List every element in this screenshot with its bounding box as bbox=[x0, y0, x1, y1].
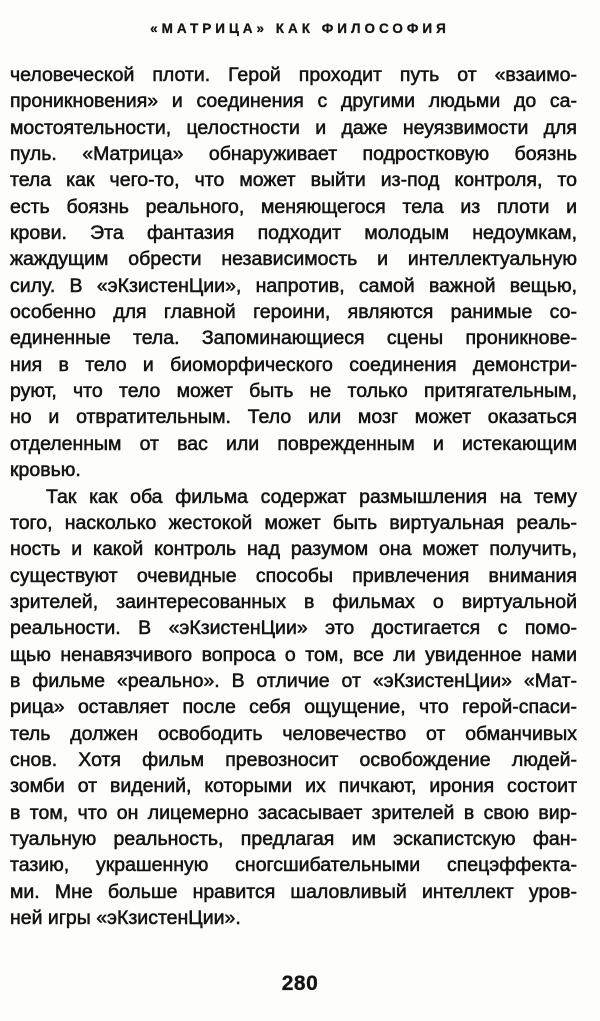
text-line: рица» оставляет после себя ощущение, что герой-спаси- bbox=[10, 696, 577, 719]
text-line: пуль. «Матрица» обнаруживает подростковую боязнь bbox=[10, 143, 577, 166]
text-line: зрителей, заинтересованных в фильмах о виртуальной bbox=[10, 590, 577, 613]
text-line: реальности. В «эКзистенЦии» это достигается с помо- bbox=[10, 617, 577, 640]
text-line: особенно для главной героини, являются ранимые со- bbox=[10, 301, 577, 324]
text-line: мостоятельности, целостности и даже неуязвимости для bbox=[10, 116, 577, 139]
text-line: в фильме «реально». В отличие от «эКзистенЦии» «Мат- bbox=[10, 669, 577, 692]
text-line: крови. Эта фантазия подходит молодым недоумкам, bbox=[10, 222, 577, 245]
text-line: но и отвратительным. Тело или мозг может оказаться bbox=[10, 406, 577, 429]
text-line: Так как оба фильма содержат размышления на тему bbox=[46, 485, 577, 508]
text-line: существуют очевидные способы привлечения внимания bbox=[10, 564, 577, 587]
text-line: снов. Хотя фильм превозносит освобождение людей- bbox=[10, 748, 577, 771]
text-line: ми. Мне больше нравится шаловливый интеллект уров- bbox=[10, 880, 577, 903]
text-line: кровью. bbox=[10, 459, 81, 482]
text-line: ней игры «эКзистенЦии». bbox=[10, 907, 241, 929]
text-line: тазию, украшенную сногсшибательными спецэффекта- bbox=[10, 854, 577, 877]
text-line: щью ненавязчивого вопроса о том, все ли увиденное нами bbox=[10, 643, 577, 666]
text-line: в том, что он лицемерно засасывает зрителей в свою вир- bbox=[10, 801, 577, 824]
page-number: 280 bbox=[281, 972, 319, 995]
text-line: ность и какой контроль над разумом она может получить, bbox=[10, 538, 577, 561]
text-line: единенные тела. Запоминающиеся сцены проникнове- bbox=[10, 327, 577, 350]
text-line: есть боязнь реального, меняющегося тела из плоти и bbox=[10, 195, 577, 218]
running-header: «МАТРИЦА» КАК ФИЛОСОФИЯ bbox=[150, 21, 450, 36]
text-line: того, насколько жестокой может быть виртуальная реаль- bbox=[10, 511, 577, 534]
text-line: жаждущим обрести независимость и интеллектуальную bbox=[10, 248, 577, 271]
text-line: проникновения» и соединения с другими людьми до са- bbox=[10, 90, 577, 113]
text-line: человеческой плоти. Герой проходит путь от «взаимо- bbox=[10, 64, 577, 86]
text-line: тела как чего-то, что может выйти из-под контроля, то bbox=[10, 169, 577, 192]
text-line: туальную реальность, предлагая им эскапистскую фан- bbox=[10, 827, 577, 850]
text-line: ния в тело и биоморфического соединения демонстри- bbox=[10, 353, 577, 376]
text-line: зомби от видений, которыми их пичкают, ирония состоит bbox=[10, 775, 577, 798]
text-line: руют, что тело может быть не только притягательным, bbox=[10, 380, 577, 403]
text-line: отделенным от вас или поврежденным и истекающим bbox=[10, 432, 577, 455]
text-line: силу. В «эКзистенЦии», напротив, самой важной вещью, bbox=[10, 274, 577, 297]
body-text bbox=[10, 62, 577, 931]
text-line: тель должен освободить человечество от обманчивых bbox=[10, 722, 577, 745]
